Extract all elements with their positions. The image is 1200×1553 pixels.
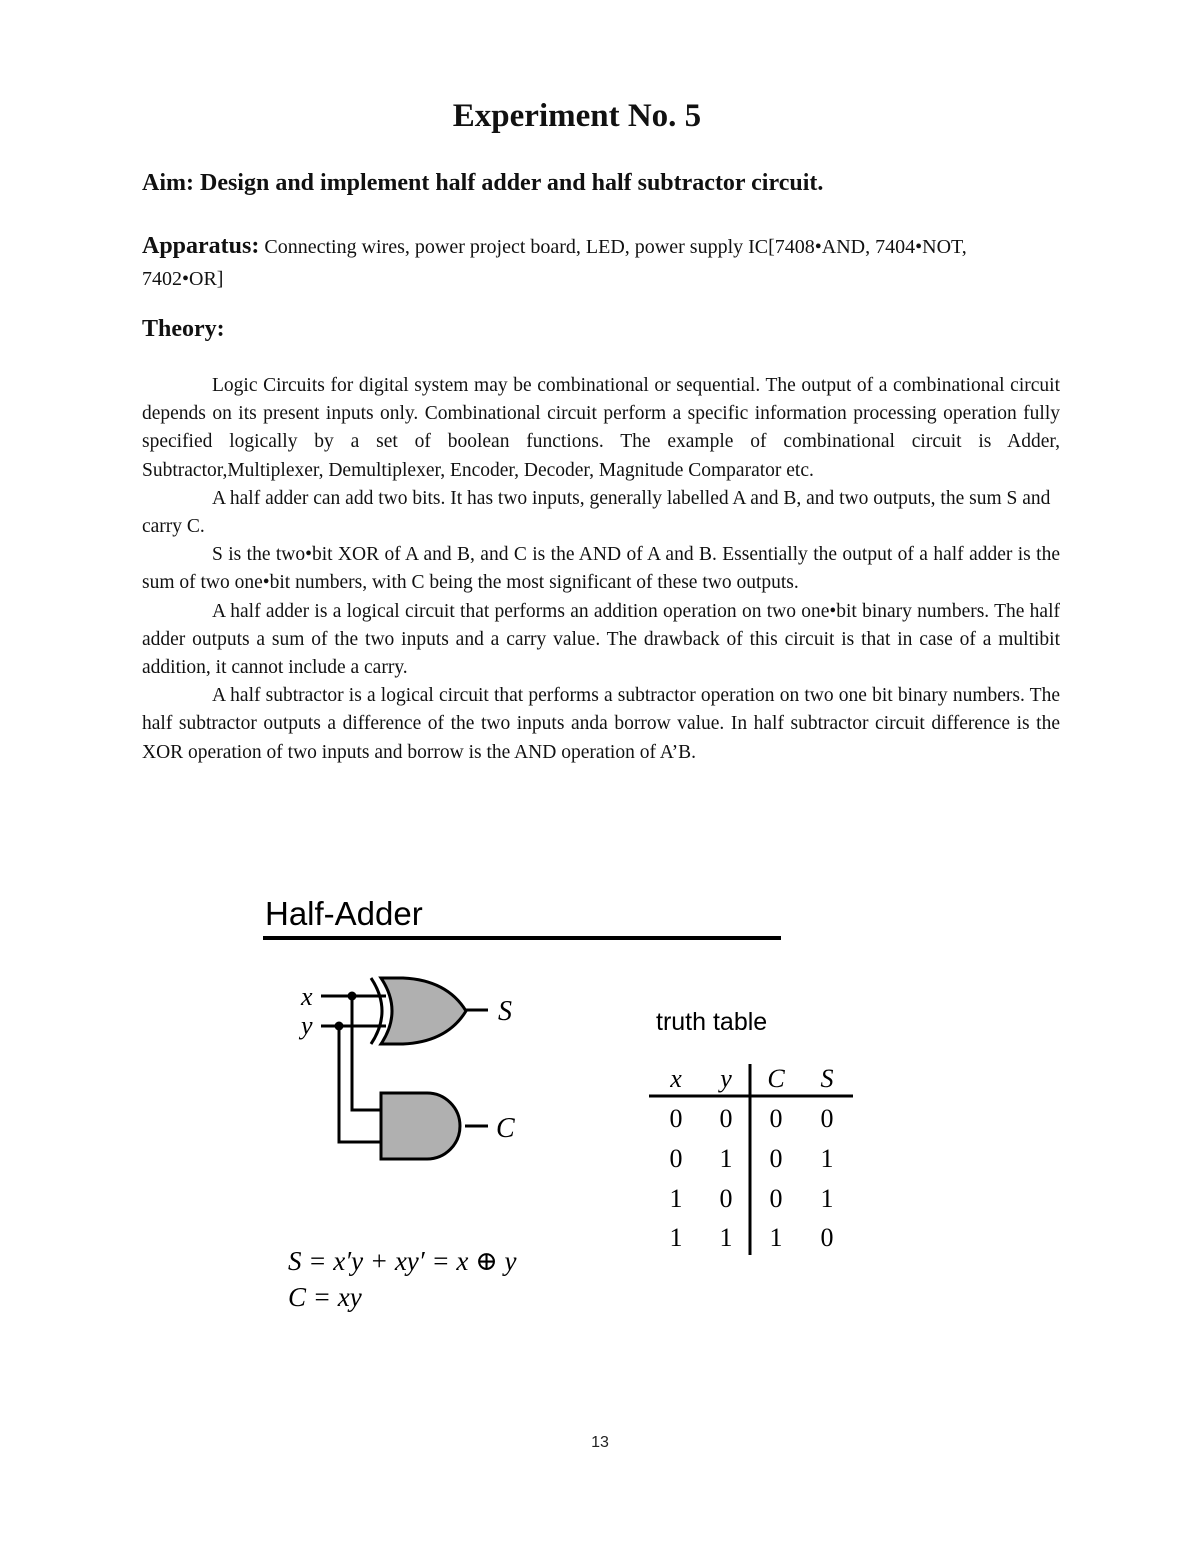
truth-table-cell: 1 [769,1223,783,1252]
aim-heading: Aim: Design and implement half adder and half subtractor circuit. [142,170,824,196]
truth-table-header: C [767,1064,785,1093]
truth-table-cell: 1 [669,1184,683,1213]
output-c-label: C [496,1113,515,1144]
theory-paragraph: Logic Circuits for digital system may be combinational or sequential. The output of a combinational circuit depends on its present inputs only. Combinational circuit perform a specific information processing operation fully specified logically by a set of boolean functions. The example of combinational circuit is Adder, Subtractor,Multiplexer, Demultiplexer, Encoder, Decoder, Magnitude Comparator etc. [142,375,1060,481]
theory-paragraph: S is the two•bit XOR of A and B, and C is the AND of A and B. Essentially the output of a half adder is the sum of two one•bit numbers, with C being the most significant of these two outputs. [142,544,1060,594]
theory-heading: Theory: [142,316,225,342]
apparatus-text: Connecting wires, power project board, LED, power supply IC[7408•AND, 7404•NOT, 7402•OR] [142,236,967,290]
theory-paragraph: A half subtractor is a logical circuit that performs a subtractor operation on two one bit binary numbers. The half subtractor outputs a difference of the two inputs anda borrow value. In half subtractor circuit difference is the XOR operation of two inputs and borrow is the AND operation of A’B. [142,685,1060,763]
equation-sum: S = x′y + xy′ = x ⊕ y [288,1246,517,1276]
truth-table-header: x [670,1064,682,1093]
apparatus-label: Apparatus: [142,233,260,259]
theory-paragraph: A half adder is a logical circuit that performs an addition operation on two one•bit binary numbers. The half adder outputs a sum of the two inputs and a carry value. The drawback of this circuit is that in case of a multibit addition, it cannot include a carry. [142,600,1060,679]
truth-table-cell: 0 [820,1223,834,1252]
input-x-label: x [301,982,313,1011]
page-title: Experiment No. 5 [452,98,702,134]
truth-table-cell: 1 [820,1144,834,1173]
truth-table-header: y [720,1064,732,1093]
wire-junction [348,992,357,1001]
theory-body [142,372,1060,767]
output-s-label: S [498,996,512,1027]
truth-table-cell: 1 [719,1223,733,1252]
theory-paragraph: A half adder can add two bits. It has two inputs, generally labelled A and B, and two outputs, the sum S and carry C. [142,487,1051,538]
truth-table-cell: 0 [769,1104,783,1133]
truth-table [649,1064,853,1255]
truth-table-cell: 0 [719,1104,733,1133]
truth-table-cell: 0 [769,1184,783,1213]
truth-table-cell: 0 [669,1144,683,1173]
wire-junction [335,1022,344,1031]
page-number: 13 [591,1434,609,1451]
xor-gate-body [381,978,466,1044]
input-y-label: y [301,1011,313,1040]
and-gate [381,1093,460,1159]
truth-table-title: truth table [656,1008,768,1036]
truth-table-cell: 1 [719,1144,733,1173]
truth-table-cell: 0 [769,1144,783,1173]
figure-title: Half-Adder [265,895,423,932]
xor-gate [371,978,466,1044]
truth-table-cell: 1 [820,1184,834,1213]
truth-table-cell: 1 [669,1223,683,1252]
truth-table-cell: 0 [669,1104,683,1133]
truth-table-cell: 0 [719,1184,733,1213]
apparatus-paragraph [142,230,1042,295]
half-adder-diagram [255,888,875,1328]
truth-table-cell: 0 [820,1104,834,1133]
truth-table-header: S [820,1064,834,1093]
half-adder-figure [255,888,875,1328]
equation-carry: C = xy [288,1282,362,1312]
